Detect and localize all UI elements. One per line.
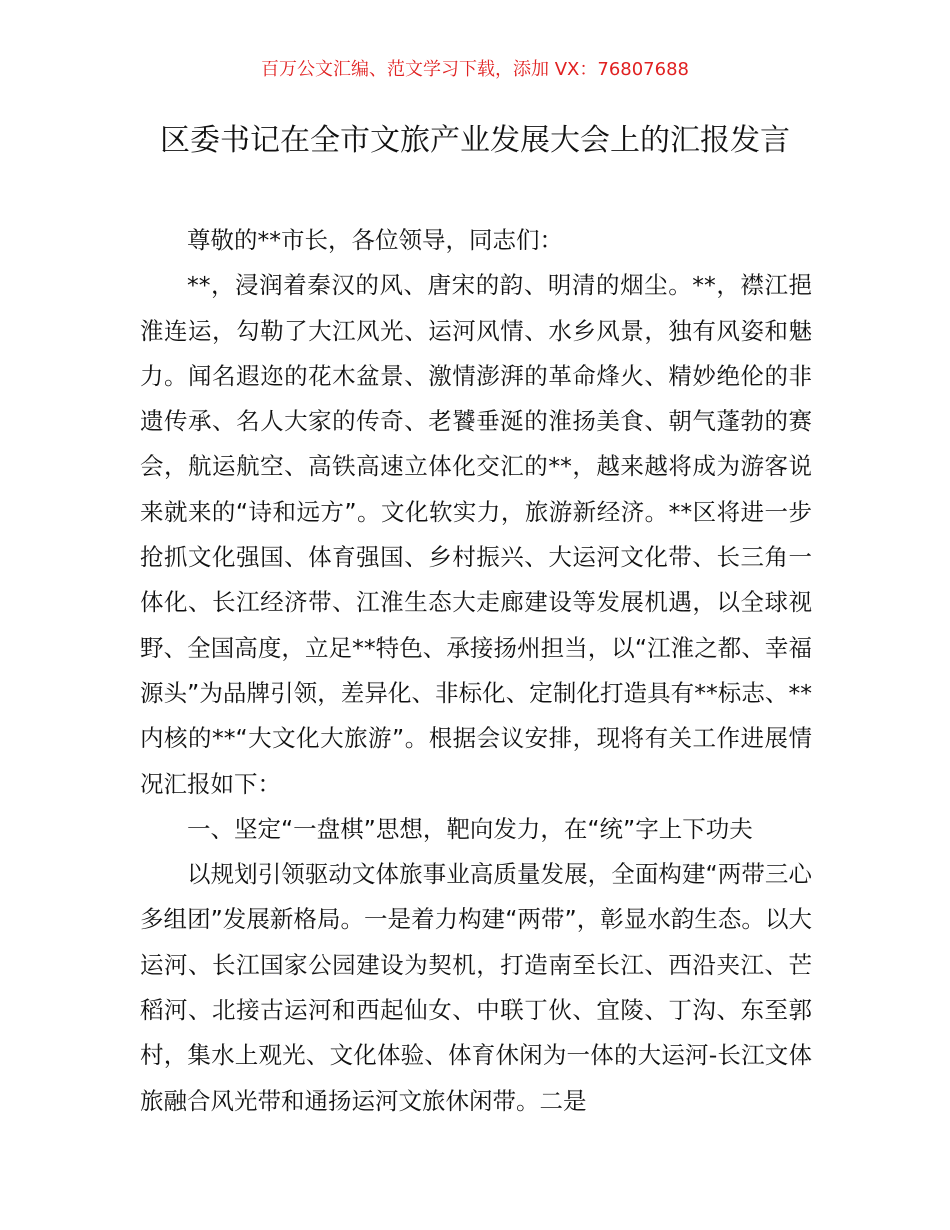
document-title: 区委书记在全市文旅产业发展大会上的汇报发言: [160, 123, 790, 158]
salutation: 尊敬的**市长，各位领导，同志们：: [187, 226, 563, 254]
paragraph-intro: **，浸润着秦汉的风、唐宋的韵、明清的烟尘。**，襟江挹淮连运，勾勒了大江风光、运河风情、水乡风景，独有风姿和魅力。闻名遐迩的花木盆景、激情澎湃的革命烽火、精妙绝伦的非遗传承、名人大家的传奇、老饕垂涎的淮扬美食、朝气蓬勃的赛会，航运航空、高铁高速立体化交汇的**，越来越将成为游客说来就来的“诗和远方”。文化软实力，旅游新经济。**区将进一步抢抓文化强国、体育强国、乡村振兴、大运河文化带、长三角一体化、长江经济带、江淮生态大走廊建设等发展机遇，以全球视野、全国高度，立足**特色、承接扬州担当，以“江淮之都、幸福源头”为品牌引领，差异化、非标化、定制化打造具有**标志、**内核的**“大文化大旅游”。根据会议安排，现将有关工作进展情况汇报如下：: [140, 271, 812, 798]
paragraph-section-1: 以规划引领驱动文体旅事业高质量发展，全面构建“两带三心多组团”发展新格局。一是着力构建“两带”，彰显水韵生态。以大运河、长江国家公园建设为契机，打造南至长江、西沿夹江、芒稻河、北接古运河和西起仙女、中联丁伙、宜陵、丁沟、东至郭村，集水上观光、文化体验、体育休闲为一体的大运河-长江文体旅融合风光带和通扬运河文旅休闲带。二是: [140, 860, 812, 1115]
section-heading-1: 一、坚定“一盘棋”思想，靶向发力，在“统”字上下功夫: [187, 814, 753, 843]
watermark-header: 百万公文汇编、范文学习下载，添加 VX：76807688: [261, 59, 689, 80]
document-body: [140, 218, 812, 1124]
